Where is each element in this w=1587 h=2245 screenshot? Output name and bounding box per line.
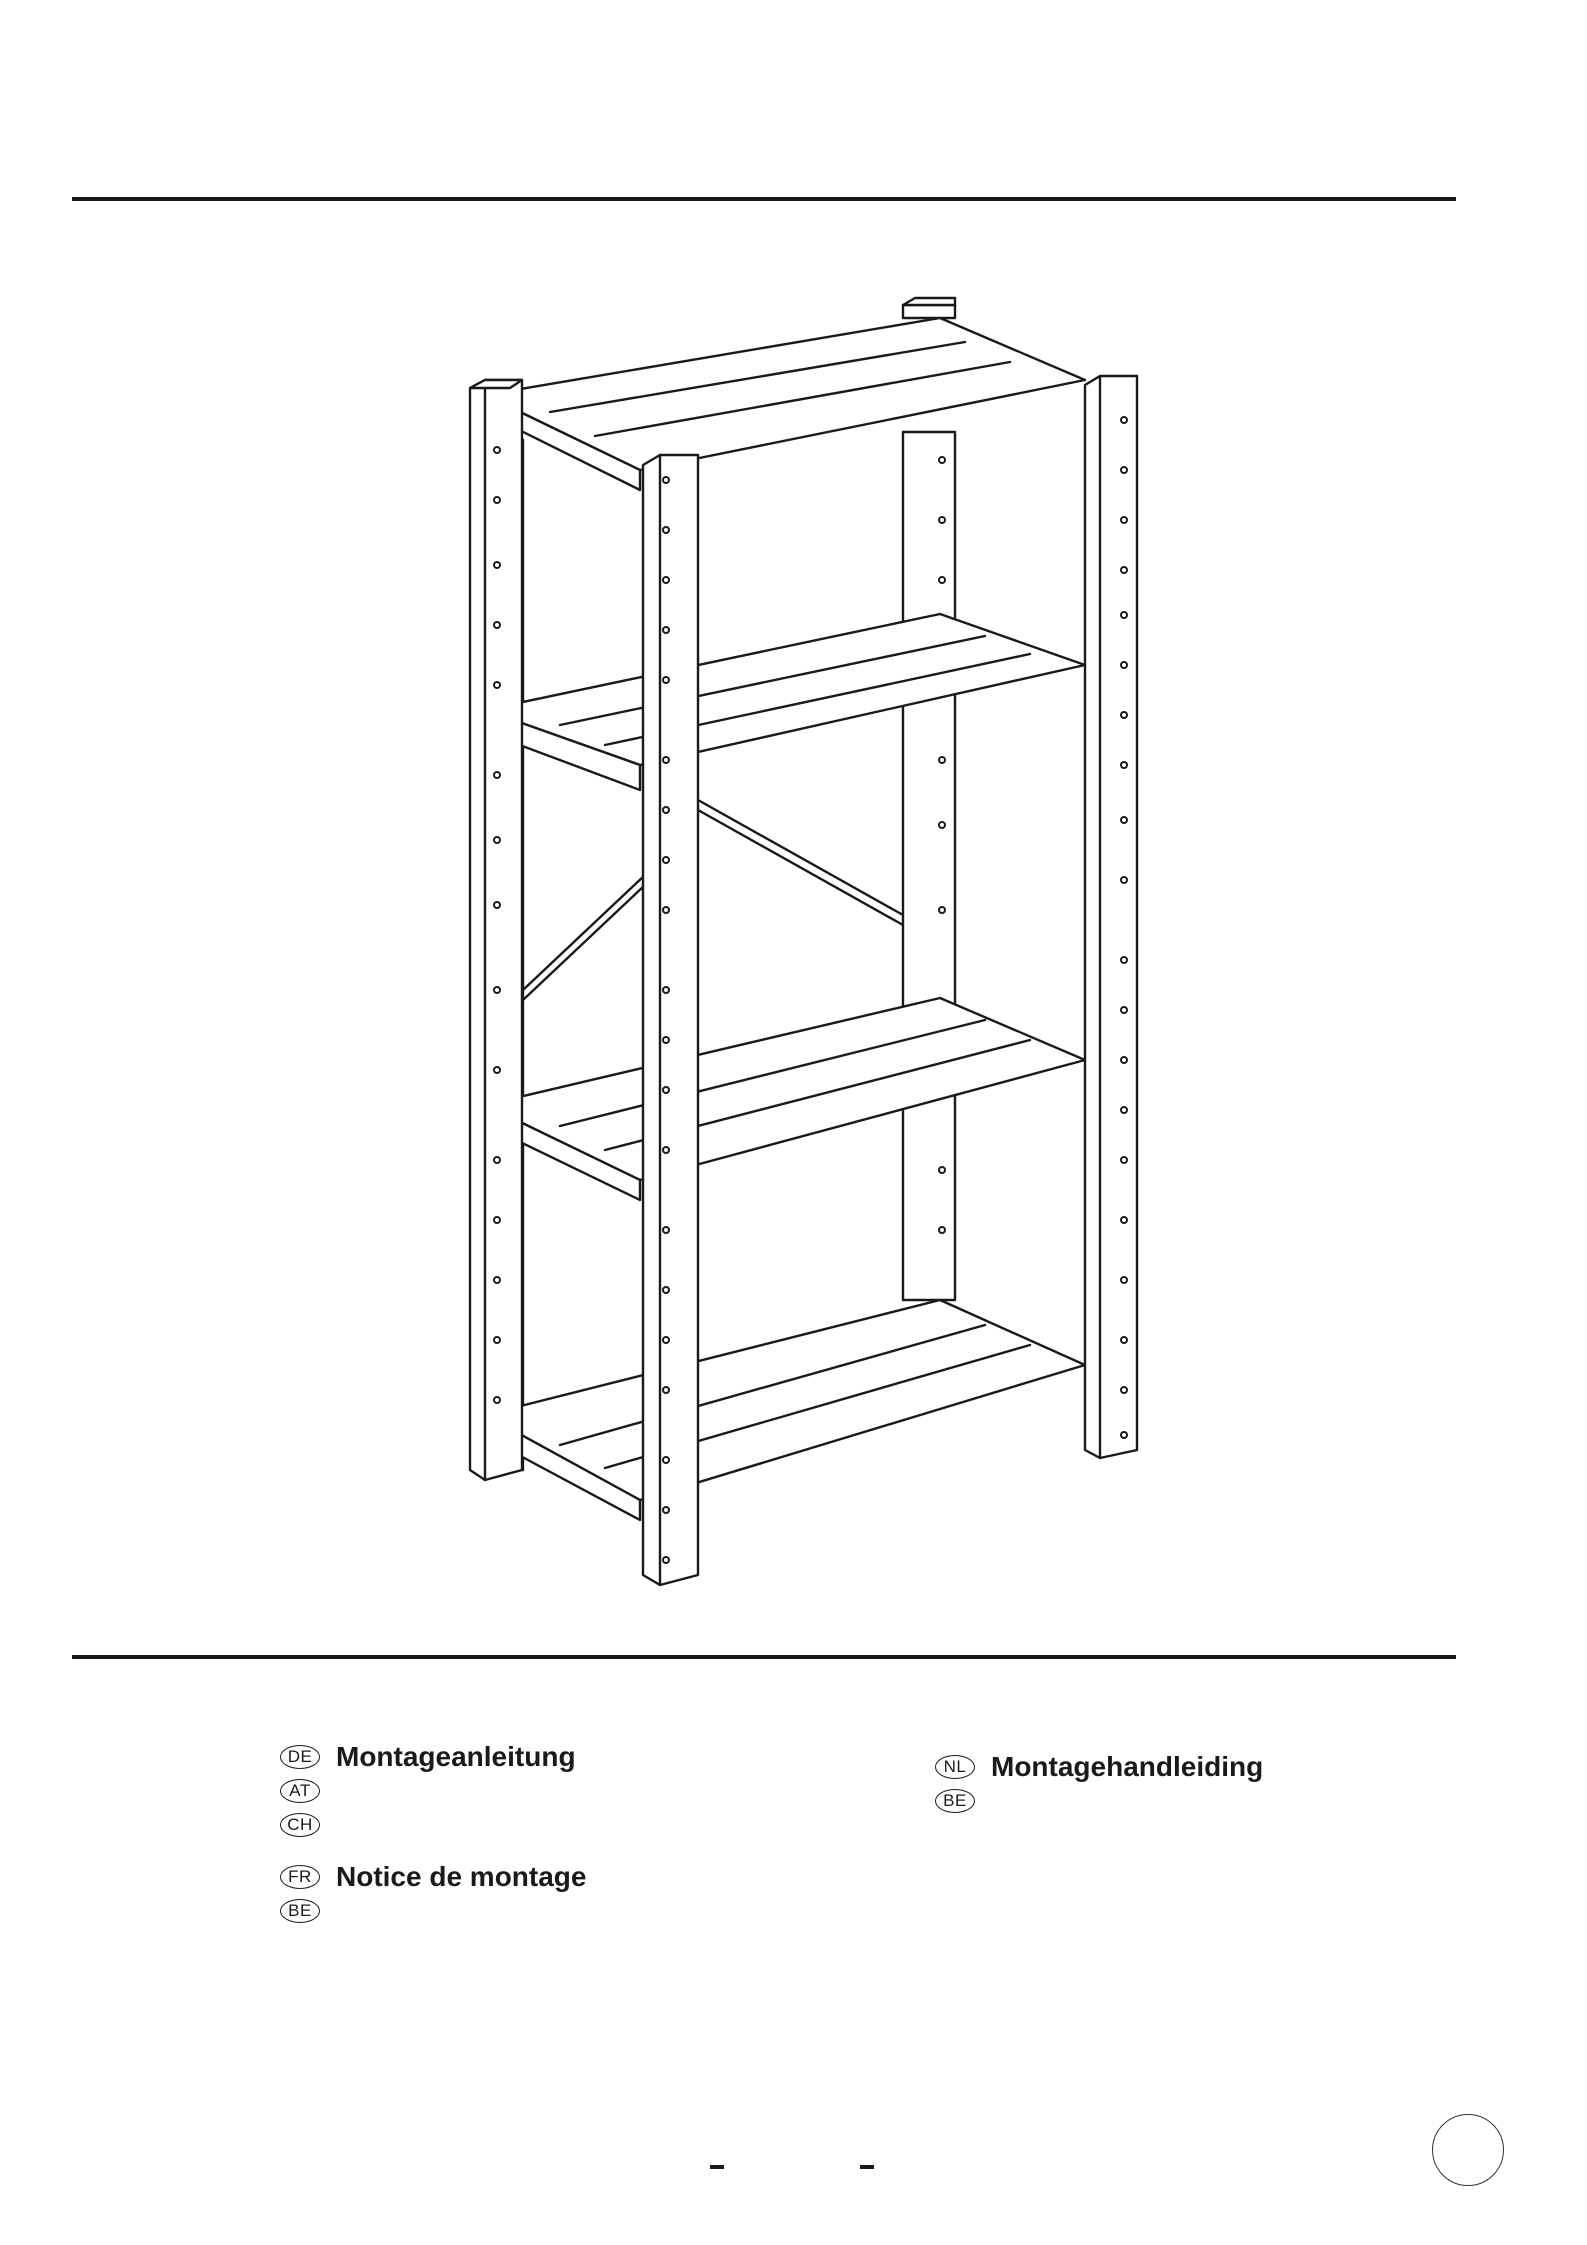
country-badge-be-nl: BE (935, 1789, 975, 1813)
language-block-de (280, 1740, 576, 1842)
instruction-title-de: Montageanleitung (336, 1741, 576, 1772)
shelf-2 (485, 614, 1085, 790)
country-badge-ch: CH (280, 1813, 320, 1837)
page-number-circle (1432, 2114, 1504, 2186)
footer-dash-left (710, 2165, 724, 2169)
top-divider (72, 197, 1456, 201)
front-right-post (643, 455, 698, 1585)
shelf-top (485, 318, 1085, 490)
language-block-nl (935, 1750, 1263, 1818)
shelving-unit-illustration (440, 290, 1160, 1610)
footer-dash-right (860, 2165, 874, 2169)
shelf-bottom (485, 1300, 1085, 1520)
language-block-fr (280, 1860, 586, 1928)
front-left-post (470, 380, 522, 1480)
instruction-title-nl: Montagehandleiding (991, 1751, 1264, 1782)
country-badge-be-fr: BE (280, 1899, 320, 1923)
country-badge-at: AT (280, 1779, 320, 1803)
bottom-divider (72, 1655, 1456, 1659)
cross-braces (523, 800, 903, 1000)
country-badge-fr: FR (280, 1865, 320, 1889)
shelf-3 (485, 998, 1085, 1200)
country-badge-de: DE (280, 1745, 320, 1769)
instruction-title-fr: Notice de montage (336, 1861, 587, 1892)
country-badge-nl: NL (935, 1755, 975, 1779)
rear-right-front-post (1085, 376, 1137, 1458)
back-right-post (903, 298, 955, 1300)
